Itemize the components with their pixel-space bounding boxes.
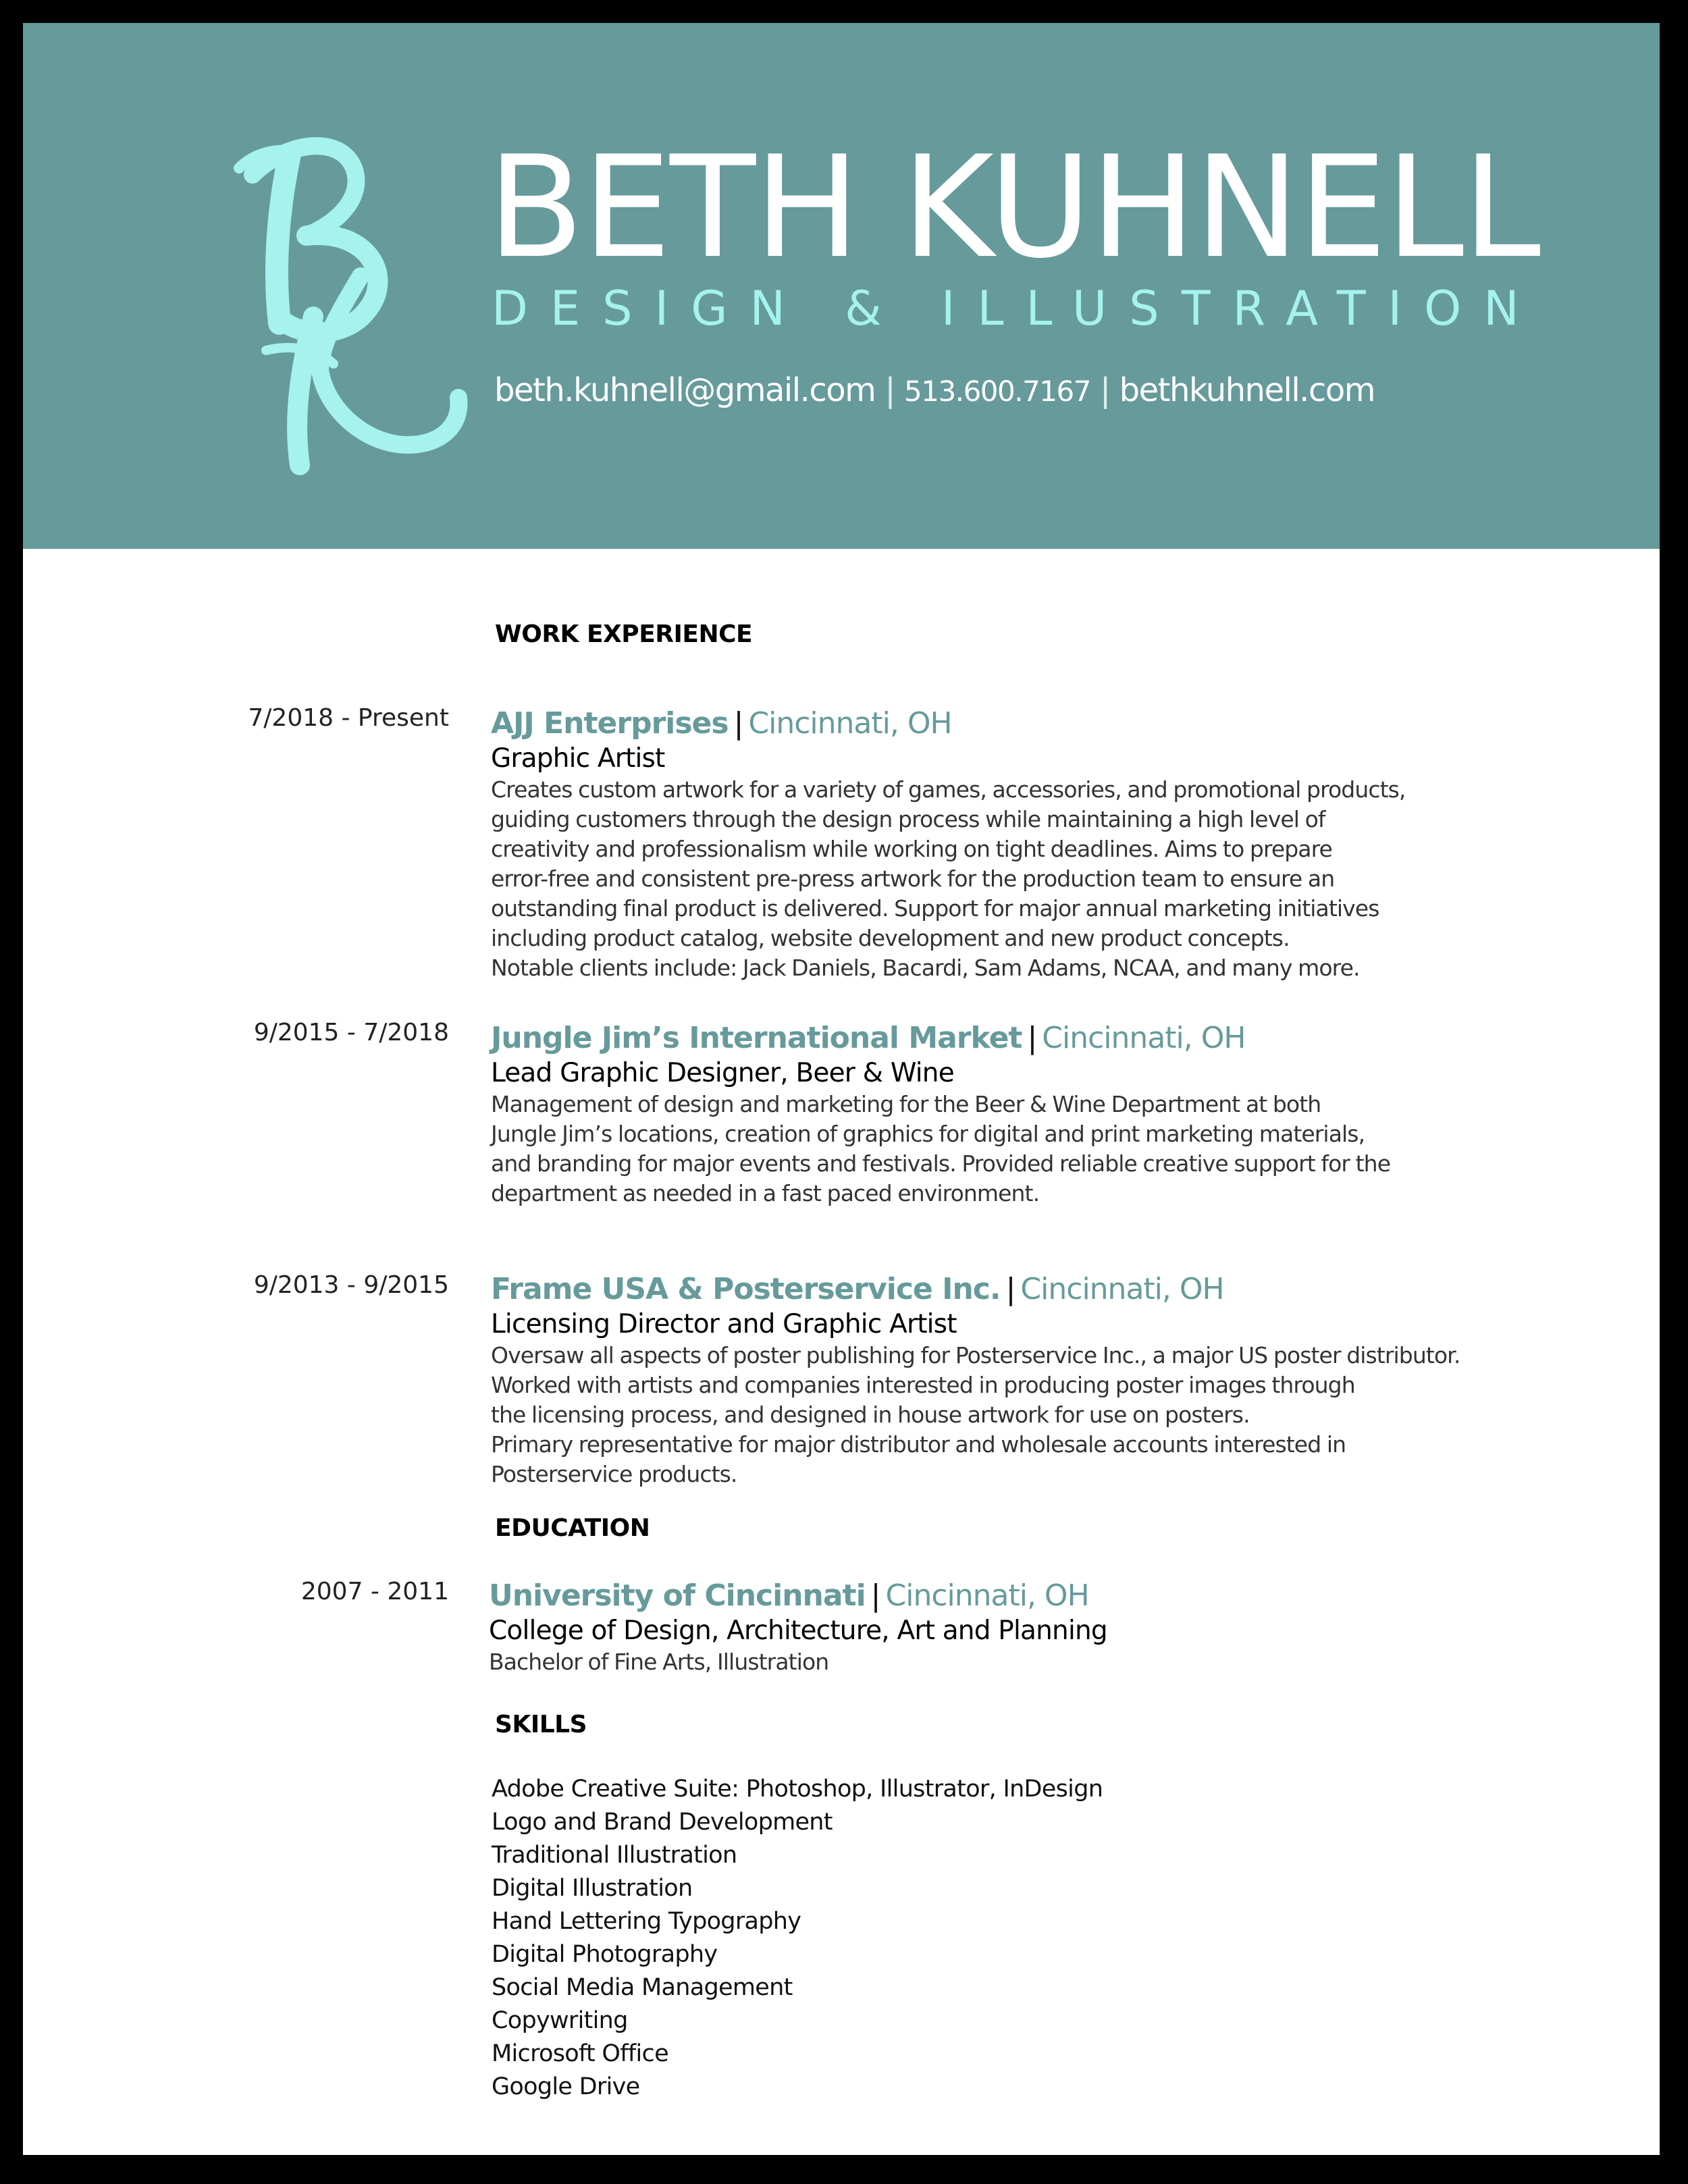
bk-monogram-logo bbox=[226, 128, 469, 479]
skill-item: Microsoft Office bbox=[492, 2040, 668, 2067]
skill-item: Hand Lettering Typography bbox=[492, 1908, 801, 1935]
description-line: department as needed in a fast paced environment. bbox=[491, 1180, 1040, 1206]
phone-number[interactable]: 513.600.7167 bbox=[904, 375, 1090, 408]
job-location: Cincinnati, OH bbox=[1020, 1272, 1224, 1306]
description-line: Notable clients include: Jack Daniels, Bacardi, Sam Adams, NCAA, and many more. bbox=[491, 955, 1360, 981]
header-banner bbox=[23, 23, 1660, 549]
degree-line: Bachelor of Fine Arts, Illustration bbox=[489, 1649, 829, 1675]
skill-item: Traditional Illustration bbox=[492, 1842, 737, 1869]
description-line: Management of design and marketing for the Beer & Wine Department at both bbox=[491, 1091, 1321, 1117]
description-line: creativity and professionalism while working on tight deadlines. Aims to prepare bbox=[491, 836, 1332, 862]
description-line: guiding customers through the design process while maintaining a high level of bbox=[491, 806, 1325, 832]
employer-name: Frame USA & Posterservice Inc. bbox=[491, 1272, 1001, 1306]
work-experience-heading: WORK EXPERIENCE bbox=[495, 620, 753, 648]
description-line: the licensing process, and designed in house artwork for use on posters. bbox=[491, 1402, 1250, 1428]
school-name: University of Cincinnati bbox=[489, 1578, 866, 1613]
skill-item: Adobe Creative Suite: Photoshop, Illustrator, InDesign bbox=[492, 1776, 1103, 1803]
job-description bbox=[491, 1341, 1490, 1489]
skills-list bbox=[492, 1773, 1103, 2104]
employer-name: AJJ Enterprises bbox=[491, 706, 729, 741]
skill-item: Copywriting bbox=[492, 2007, 628, 2034]
description-line: Posterservice products. bbox=[491, 1461, 737, 1487]
job-title: Licensing Director and Graphic Artist bbox=[491, 1309, 957, 1339]
description-line: outstanding final product is delivered. Support for major annual marketing initiatives bbox=[491, 895, 1379, 922]
job-title: Lead Graphic Designer, Beer & Wine bbox=[491, 1058, 954, 1088]
education-dates: 2007 - 2011 bbox=[300, 1578, 449, 1605]
description-line: Worked with artists and companies interested in producing poster images through bbox=[491, 1372, 1355, 1398]
job-header bbox=[491, 705, 1490, 743]
education-header bbox=[489, 1577, 1488, 1615]
employer-name: Jungle Jim’s International Market bbox=[491, 1021, 1022, 1055]
job-dates: 9/2013 - 9/2015 bbox=[253, 1271, 449, 1299]
job-header bbox=[491, 1271, 1490, 1308]
email-link[interactable]: beth.kuhnell@gmail.com bbox=[494, 371, 876, 409]
school-location: Cincinnati, OH bbox=[885, 1578, 1089, 1613]
skill-item: Digital Illustration bbox=[492, 1875, 693, 1902]
header-separator: | bbox=[1005, 1272, 1016, 1306]
skill-item: Digital Photography bbox=[492, 1941, 718, 1968]
description-line: Oversaw all aspects of poster publishing for Posterservice Inc., a major US poster distributor. bbox=[491, 1342, 1460, 1368]
header-separator: | bbox=[733, 706, 743, 741]
skill-item: Google Drive bbox=[492, 2073, 640, 2100]
job-header bbox=[491, 1019, 1490, 1057]
job-entry bbox=[491, 705, 1490, 983]
resume-page bbox=[23, 23, 1660, 2155]
description-line: including product catalog, website development and new product concepts. bbox=[491, 925, 1290, 951]
degree bbox=[489, 1647, 1488, 1677]
job-entry bbox=[491, 1019, 1490, 1208]
header-separator: | bbox=[870, 1578, 880, 1613]
job-dates: 7/2018 - Present bbox=[248, 704, 449, 732]
job-location: Cincinnati, OH bbox=[1042, 1021, 1246, 1055]
contact-line bbox=[494, 371, 1375, 409]
job-dates: 9/2015 - 7/2018 bbox=[253, 1019, 449, 1046]
header-separator: | bbox=[1027, 1021, 1037, 1055]
skill-item: Logo and Brand Development bbox=[492, 1809, 833, 1836]
job-entry bbox=[491, 1271, 1490, 1489]
college-name: College of Design, Architecture, Art and Planning bbox=[489, 1616, 1107, 1646]
education-entry bbox=[489, 1577, 1488, 1677]
tagline: DESIGN & ILLUSTRATION bbox=[492, 281, 1541, 336]
skills-heading: SKILLS bbox=[495, 1711, 587, 1738]
description-line: and branding for major events and festivals. Provided reliable creative support for the bbox=[491, 1150, 1391, 1177]
contact-separator: | bbox=[1099, 371, 1110, 409]
description-line: Jungle Jim’s locations, creation of graphics for digital and print marketing materials, bbox=[491, 1121, 1365, 1147]
candidate-name: BETH KUHNELL bbox=[487, 126, 1539, 290]
description-line: Creates custom artwork for a variety of games, accessories, and promotional products, bbox=[491, 776, 1406, 803]
job-location: Cincinnati, OH bbox=[748, 706, 952, 741]
job-description bbox=[491, 1090, 1490, 1208]
job-title: Graphic Artist bbox=[491, 743, 665, 774]
website-link[interactable]: bethkuhnell.com bbox=[1119, 371, 1375, 409]
description-line: Primary representative for major distributor and wholesale accounts interested in bbox=[491, 1431, 1346, 1458]
skill-item: Social Media Management bbox=[492, 1974, 793, 2001]
description-line: error-free and consistent pre-press artwork for the production team to ensure an bbox=[491, 865, 1335, 892]
education-heading: EDUCATION bbox=[495, 1514, 650, 1542]
job-description bbox=[491, 775, 1490, 983]
contact-separator: | bbox=[885, 371, 895, 409]
